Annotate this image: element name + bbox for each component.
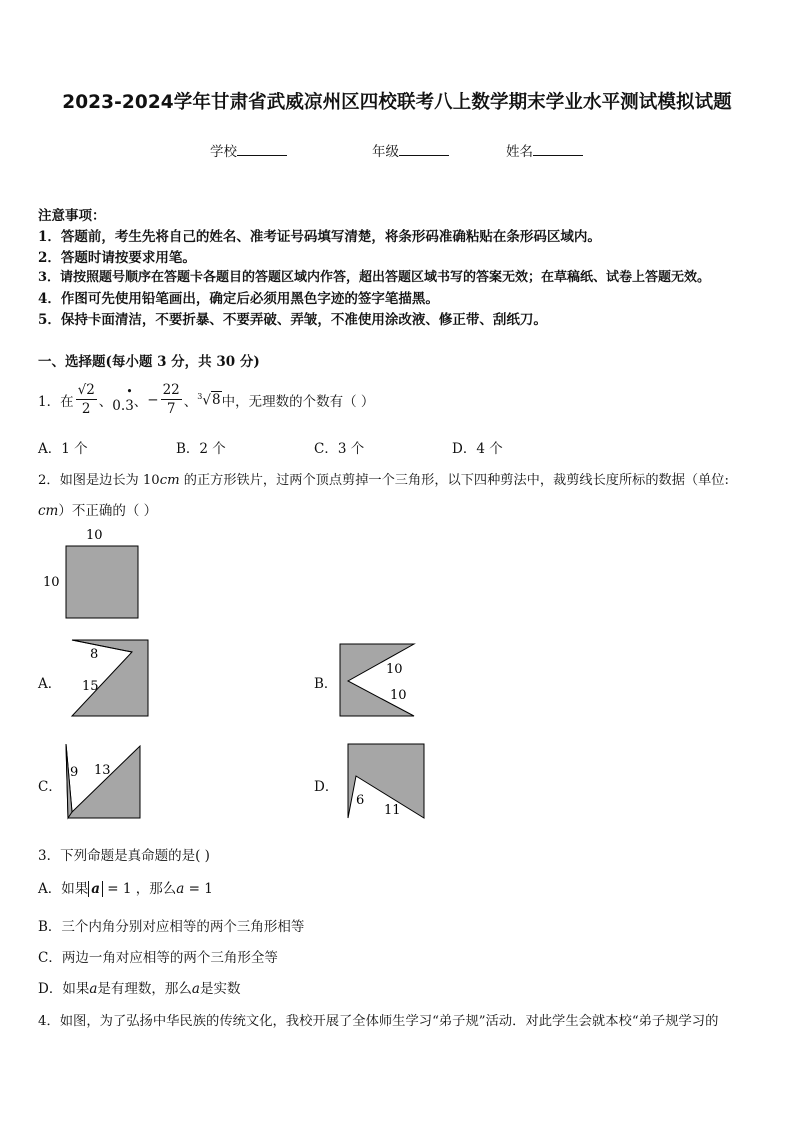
section-heading: 一、选择题(每小题 3 分，共 30 分) bbox=[38, 354, 260, 370]
question-1: 1．在 $\frac{√2}{2}$ 、 0.• 3 、 − $\frac{22}{7}$ 、 $^3$√8 中，无理数的个数有（ ） bbox=[38, 380, 374, 420]
q3-option-d[interactable]: D．如果a是有理数，那么a是实数 bbox=[38, 981, 241, 997]
label-c-1: 9 bbox=[70, 765, 79, 780]
q3-option-a[interactable]: A．如果 a = 1 ，那么a = 1 bbox=[38, 881, 213, 897]
label-a-2: 15 bbox=[82, 679, 99, 694]
notice-item: 2．答题时请按要求用笔。 bbox=[38, 250, 196, 266]
q1-cube-root: $^3$√8 bbox=[197, 391, 221, 409]
q1-repeating-decimal: 0.• 3 bbox=[112, 398, 133, 414]
question-2-line2: cm）不正确的（ ） bbox=[38, 503, 158, 519]
label-a-1: 8 bbox=[90, 647, 99, 662]
question-3-stem: 3．下列命题是真命题的是( ) bbox=[38, 848, 210, 864]
shape-c bbox=[66, 744, 140, 818]
notice-item: 3．请按照题号顺序在答题卡各题目的答题区域内作答，超出答题区域书写的答案无效；在草稿纸、试卷上答题无效。 bbox=[38, 270, 711, 285]
grade-label: 年级 bbox=[372, 144, 399, 160]
label-d-1: 6 bbox=[356, 793, 365, 808]
q2-option-a-figure[interactable] bbox=[64, 636, 156, 722]
question-4-stem: 4．如图，为了弘扬中华民族的传统文化，我校开展了全体师生学习“弟子规”活动．对此学生会就本校“弟子规学习的 bbox=[38, 1014, 719, 1029]
square-figure bbox=[38, 524, 148, 624]
q3-option-c[interactable]: C．两边一角对应相等的两个三角形全等 bbox=[38, 950, 278, 966]
label-b-1: 10 bbox=[386, 662, 403, 677]
page-title: 2023-2024学年甘肃省武威凉州区四校联考八上数学期末学业水平测试模拟试题 bbox=[62, 92, 732, 113]
name-blank[interactable] bbox=[533, 141, 583, 156]
question-2-line1: 2．如图是边长为 10cm 的正方形铁片，过两个顶点剪掉一个三角形，以下四种剪法中，裁剪线长度所标的数据（单位: bbox=[38, 473, 729, 488]
q2-option-d-figure[interactable] bbox=[342, 740, 428, 822]
shape-b bbox=[340, 644, 414, 716]
square-top-label: 10 bbox=[86, 528, 103, 543]
name-label: 姓名 bbox=[506, 144, 533, 160]
notice-item: 4．作图可先使用铅笔画出，确定后必须用黑色字迹的签字笔描黑。 bbox=[38, 291, 439, 307]
sliver-c bbox=[66, 744, 72, 818]
q2-option-a-label[interactable]: A． bbox=[38, 676, 62, 692]
grade-field bbox=[372, 140, 449, 160]
q2-option-b-label[interactable]: B． bbox=[314, 676, 338, 692]
q1-option-a[interactable]: A．1 个 bbox=[38, 441, 88, 457]
notice-item: 5．保持卡面清洁，不要折暴、不要弄破、弄皱，不准使用涂改液、修正带、刮纸刀。 bbox=[38, 312, 547, 328]
school-field bbox=[210, 140, 287, 160]
label-d-2: 11 bbox=[384, 803, 401, 818]
grade-blank[interactable] bbox=[399, 141, 449, 156]
school-blank[interactable] bbox=[237, 141, 287, 156]
q1-prefix: 1．在 bbox=[38, 394, 74, 410]
label-c-2: 13 bbox=[94, 763, 111, 778]
square-shape bbox=[66, 546, 138, 618]
notice-item: 1．答题前，考生先将自己的姓名、准考证号码填写清楚，将条形码准确粘贴在条形码区域内。 bbox=[38, 229, 601, 245]
square-left-label: 10 bbox=[43, 575, 60, 590]
notice-heading: 注意事项： bbox=[38, 208, 106, 224]
q1-frac-22-7: $\frac{22}{7}$ bbox=[162, 381, 180, 417]
q1-option-d[interactable]: D．4 个 bbox=[452, 441, 503, 457]
q2-option-b-figure[interactable] bbox=[338, 640, 442, 720]
q1-option-b[interactable]: B．2 个 bbox=[176, 441, 226, 457]
q1-option-c[interactable]: C．3 个 bbox=[314, 441, 365, 457]
shape-a bbox=[72, 640, 148, 716]
school-label: 学校 bbox=[210, 144, 237, 160]
q2-option-c-label[interactable]: C． bbox=[38, 779, 62, 795]
label-b-2: 10 bbox=[390, 688, 407, 703]
q1-frac-sqrt2: $\frac{√2}{2}$ bbox=[77, 381, 95, 417]
q2-option-d-label[interactable]: D． bbox=[314, 779, 339, 795]
q3-option-b[interactable]: B．三个内角分别对应相等的两个三角形相等 bbox=[38, 919, 305, 935]
q2-option-c-figure[interactable] bbox=[62, 740, 146, 820]
name-field bbox=[506, 140, 583, 160]
